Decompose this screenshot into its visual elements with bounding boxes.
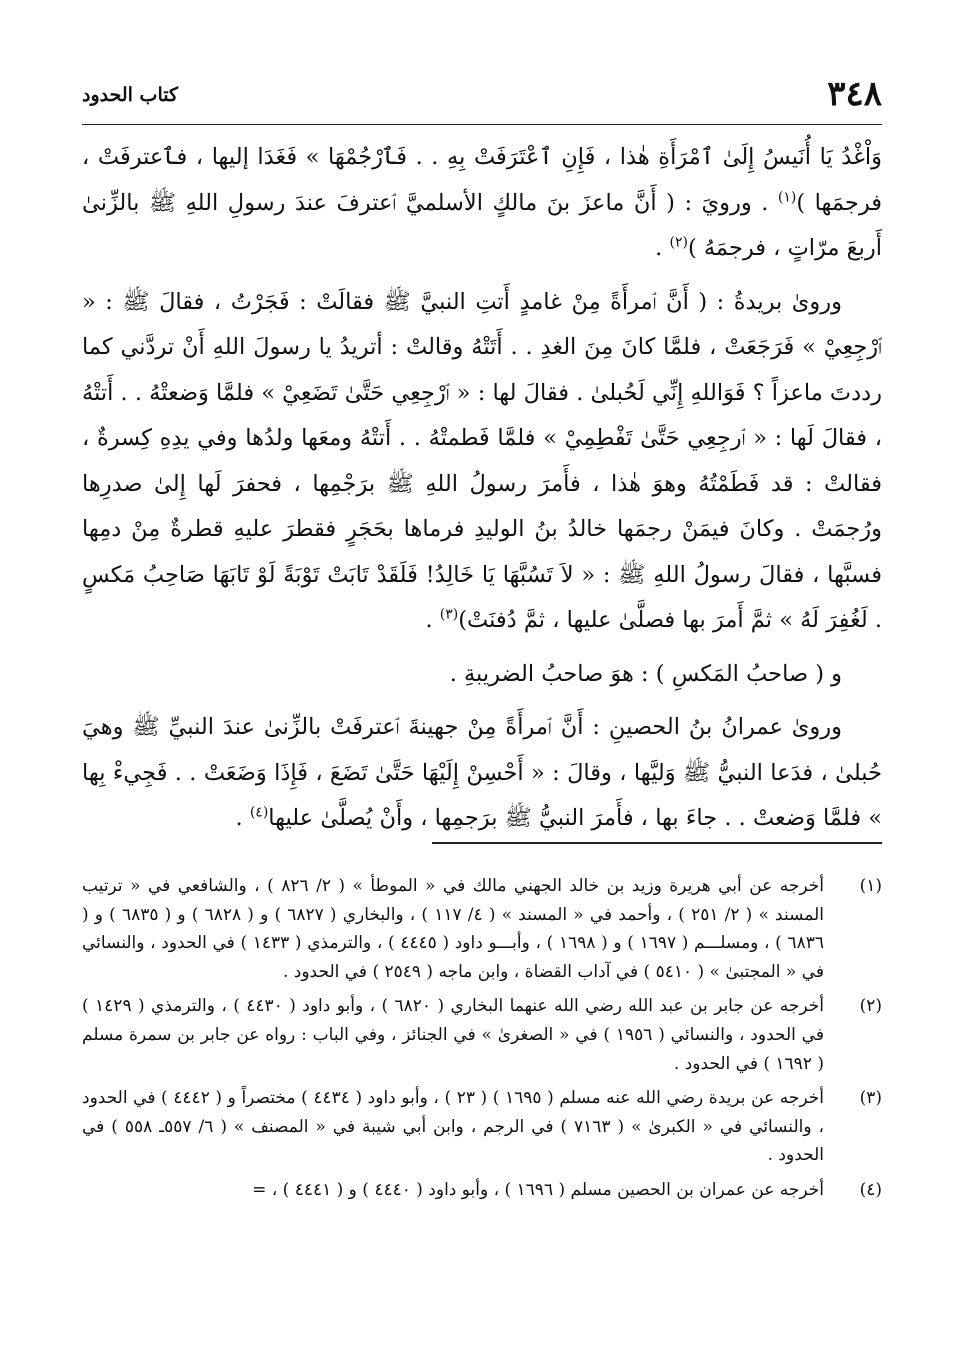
paragraph-4-text-a: ورویٰ عمرانُ بنُ الحصينِ : أَنَّ ٱمرأَةً مِنْ جهينةَ ٱعترفَتْ بالزِّنىٰ عندَ النبيِّ ﷺ وهيَ حُبلىٰ ، فدَعا النبيُّ ﷺ وَليَّها ، وقالَ : « أَحْسِنْ إِلَيْهَا حَتَّىٰ تَضَعَ ، فَإِذَا وَضَعَتْ . . فَجِيءْ بِها » فلمَّا وَضعتْ . . جاءَ بها ، فأَمرَ النبيُّ ﷺ برَجمِها ، وأَنْ يُصلَّىٰ عليها [82, 714, 882, 831]
page-header [82, 72, 882, 125]
paragraph-2-text-a: ورویٰ بريدةُ : ( أَنَّ ٱمرأَةً مِنْ غامدٍ أَتتِ النبيَّ ﷺ فقالَتْ : فَجَرْتُ ، فقالَ ﷺ : « ٱرْجِعِيْ » فَرَجَعَتْ ، فلمَّا كانَ مِنَ الغدِ . . أَتَتْهُ وقالتْ : أتريدُ يا رسولَ اللهِ أَنْ تردَّني كما رددتَ ماعزاً ؟ فَوَاللهِ إِنِّي لَحُبلىٰ . فقالَ لها : « ٱرْجِعِي حَتَّىٰ تَضَعِيْ » فلمَّا وَضعتْهُ . . أَتتْهُ ، فقالَ لَها : « ٱرجِعِي حَتَّىٰ تَفْطِمِيْ » فلمَّا فَطمتْهُ . . أَتتْهُ ومعَها ولدُها وفي يدِهِ كِسرةٌ ، فقالتْ : قد فَطَمْتُهُ وهوَ هٰذا ، فأَمرَ رسولُ اللهِ ﷺ برَجْمِها ، فحفرَ لَها إِلىٰ صدرِها ورُجمَتْ . وكانَ فيمَنْ رجمَها خالدُ بنُ الوليدِ فرماها بحَجَرٍ فقطرَ عليهِ قطرةٌ مِنْ دمِها فسبَّها ، فقالَ رسولُ اللهِ ﷺ : « لاَ تَسُبَّهَا يَا خَالِدُ! فَلَقَدْ تَابَتْ تَوْبَةً لَوْ تَابَهَا صَاحِبُ مَكسٍ . لَغُفِرَ لَهُ » ثمَّ أَمرَ بها فصلَّىٰ عليها ، ثمَّ دُفنَتْ) [82, 288, 882, 633]
paragraph-3 [82, 652, 882, 698]
footnote-2 [82, 992, 882, 1078]
paragraph-3-text: و ( صاحبُ المَكسِ ) : هوَ صاحبُ الضريبةِ . [449, 660, 842, 687]
paragraph-1-text-b: . ورويَ : ( أَنَّ ماعزَ بنَ مالكٍ الأسلميَّ ٱعترفَ عندَ رسولِ اللهِ ﷺ بالزِّنىٰ أَربعَ مرّاتٍ ، فرجمَهُ ) [82, 189, 882, 261]
paragraph-2 [82, 280, 882, 644]
footnote-text: أخرجه عن جابر بن عبد الله رضي الله عنهما البخاري ( ٦٨٢٠ ) ، وأبو داود ( ٤٤٣٠ ) ، والترمذي ( ١٤٢٩ ) في الحدود ، والنسائي ( ١٩٥٦ ) في « الصغرىٰ » في الجنائز ، وفي الباب : رواه عن جابر بن سمرة مسلم ( ١٦٩٢ ) في الحدود . [82, 996, 824, 1074]
footnote-number: (٣) [859, 1088, 882, 1109]
paragraph-1 [82, 135, 882, 272]
footnote-ref-3[interactable]: (٣) [439, 606, 459, 623]
footnote-ref-1[interactable]: (١) [777, 189, 797, 205]
main-text [82, 135, 882, 842]
paragraph-1-text-c: . [655, 235, 670, 261]
footnote-text: أخرجه عن أبي هريرة وزيد بن خالد الجهني مالك في « الموطأ » ( ٢/ ٨٢٦ ) ، والشافعي في « ترتيب المسند » ( ٢/ ٢٥١ ) ، وأحمد في « المسند » ( ٤/ ١١٧ ) ، والبخاري ( ٦٨٢٧ ) و ( ٦٨٢٨ ) و ( ٦٨٣٥ ) و ( ٦٨٣٦ ) ، ومسلـــم ( ١٦٩٧ ) و ( ١٦٩٨ ) ، وأبـــو داود ( ٤٤٤٥ ) ، والترمذي ( ١٤٣٣ ) في الحدود ، والنسائي في « المجتبىٰ » ( ٥٤١٠ ) في آداب القضاة ، وابن ماجه ( ٢٥٤٩ ) في الحدود . [82, 876, 825, 982]
paragraph-1-text-a: وَاْغْدُ يَا أُنَيسُ إِلَىٰ ٱمْرَأَةِ هٰذا ، فَإِنِ ٱعْتَرَفَتْ بِهِ . . فَٱرْجُمْهَا » فَغَدَا إليها ، فٱعترفَتْ ، فرجمَها ) [82, 144, 882, 216]
footnote-4 [82, 1176, 882, 1205]
footnotes [82, 872, 882, 1211]
footnote-divider [432, 842, 882, 844]
footnote-1 [82, 872, 882, 986]
footnote-text: أخرجه عن عمران بن الحصين مسلم ( ١٦٩٦ ) ، وأبو داود ( ٤٤٤٠ ) و ( ٤٤٤١ ) ، = [252, 1179, 824, 1200]
footnote-ref-2[interactable]: (٢) [669, 234, 688, 251]
page [82, 72, 882, 1342]
paragraph-4-text-b: . [235, 805, 250, 831]
footnote-ref-4[interactable]: (٤) [249, 804, 269, 821]
page-number: ٣٤٨ [827, 74, 882, 114]
footnote-3 [82, 1084, 882, 1170]
footnote-number: (٤) [859, 1179, 882, 1200]
footnote-text: أخرجه عن بريدة رضي الله عنه مسلم ( ١٦٩٥ ) ( ٢٣ ) ، وأبو داود ( ٤٤٣٤ ) مختصراً و ( ٤٤٤٢ ) في الحدود ، والنسائي في « الكبرىٰ » ( ٧١٦٣ ) في الرجم ، وابن أبي شيبة في « المصنف » ( ٦/ ٥٥٧ـ ٥٥٨ ) في الحدود . [82, 1088, 824, 1166]
footnote-number: (١) [859, 876, 882, 896]
footnote-number: (٢) [859, 996, 882, 1017]
paragraph-2-text-b: . [425, 607, 440, 633]
running-title: كتاب الحدود [82, 84, 179, 106]
paragraph-4 [82, 705, 882, 842]
